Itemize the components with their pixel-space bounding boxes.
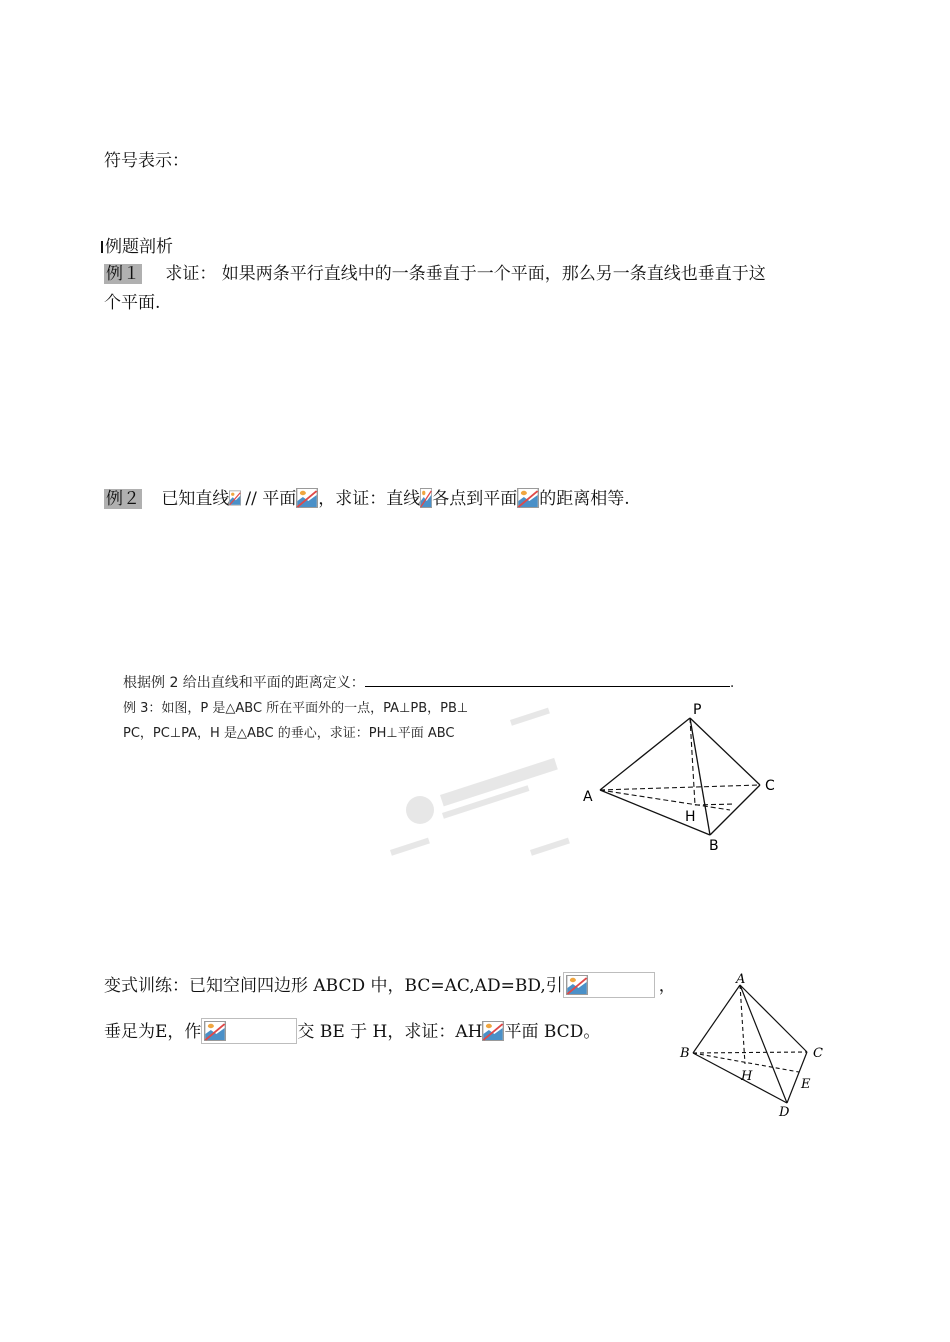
text-cursor-mark [101, 241, 103, 253]
variant-text-2b: 交 BE 于 H，求证：AH [297, 1022, 483, 1042]
broken-image-icon [229, 488, 245, 508]
example-2-part-4: 各点到平面 [432, 489, 518, 509]
example-3-line-1: 例 3：如图，P 是△ABC 所在平面外的一点，PA⊥PB，PB⊥ [123, 701, 469, 716]
broken-image-icon [482, 1021, 504, 1041]
formula-box [201, 1018, 297, 1044]
example-2-part-1: 已知直线 [161, 489, 230, 509]
watermark [380, 700, 580, 870]
label-h: H [741, 1069, 753, 1084]
variant-line-1 [104, 972, 676, 998]
figure-tetrahedron-abcd [675, 970, 840, 1120]
formula-box [563, 972, 655, 998]
altitude-a [600, 790, 730, 810]
edge-ad [740, 985, 787, 1103]
label-b: B [680, 1046, 690, 1061]
variant-text-1b: ， [658, 976, 676, 996]
example-1-line-2: 个平面. [104, 293, 161, 313]
variant-text-2a: 垂足为E，作 [104, 1022, 202, 1042]
altitude-h [695, 804, 735, 805]
edge-ac-hidden [600, 785, 760, 790]
example-1-line-1 [104, 263, 766, 285]
label-h: H [685, 809, 696, 825]
variant-text-2c: 平面 BCD。 [504, 1022, 601, 1042]
example-1-tag: 例１ [106, 264, 140, 284]
broken-image-icon [204, 1021, 226, 1041]
example-2-part-3: ，求证：直线 [318, 489, 421, 509]
label-c: C [765, 778, 775, 794]
edge-bc-hidden [693, 1052, 807, 1053]
example-2-tag: 例２ [106, 489, 140, 509]
example-2-part-5: 的距离相等. [539, 489, 630, 509]
example-2-line [104, 488, 630, 510]
example-3-line-2: PC，PC⊥PA，H 是△ABC 的垂心，求证：PH⊥平面 ABC [123, 726, 455, 741]
label-p: P [693, 702, 702, 718]
definition-end: . [729, 675, 735, 691]
broken-image-icon [566, 975, 588, 995]
broken-image-icon [296, 488, 318, 508]
label-a: A [736, 972, 746, 987]
label-c: C [813, 1046, 823, 1061]
variant-text-1a: 变式训练：已知空间四边形 ABCD 中，BC=AC,AD=BD,引 [104, 976, 563, 996]
edge-bd [693, 1053, 787, 1103]
edge-ab [693, 985, 740, 1053]
symbol-notation-line: 符号表示： [104, 151, 189, 171]
section-title-text: 例题剖析 [105, 237, 173, 257]
edge-ac [740, 985, 807, 1052]
example-1-text: 求证： 如果两条平行直线中的一条垂直于一个平面，那么另一条直线也垂直于这 [165, 264, 766, 284]
broken-image-icon [420, 488, 432, 508]
edge-pa [600, 718, 690, 790]
variant-line-2 [104, 1018, 600, 1044]
edge-pc [690, 718, 760, 785]
definition-prompt [123, 672, 734, 692]
section-title [101, 236, 173, 258]
label-d: D [779, 1105, 790, 1120]
figure-pyramid-pabc [575, 700, 785, 860]
label-e: E [801, 1077, 811, 1092]
label-b: B [709, 838, 719, 854]
edge-bc [710, 785, 760, 835]
label-a: A [583, 789, 593, 805]
broken-image-icon [517, 488, 539, 508]
example-2-part-2: // 平面 [245, 489, 297, 509]
definition-prompt-text: 根据例 2 给出直线和平面的距离定义： [123, 675, 365, 691]
answer-blank-line [365, 672, 730, 687]
